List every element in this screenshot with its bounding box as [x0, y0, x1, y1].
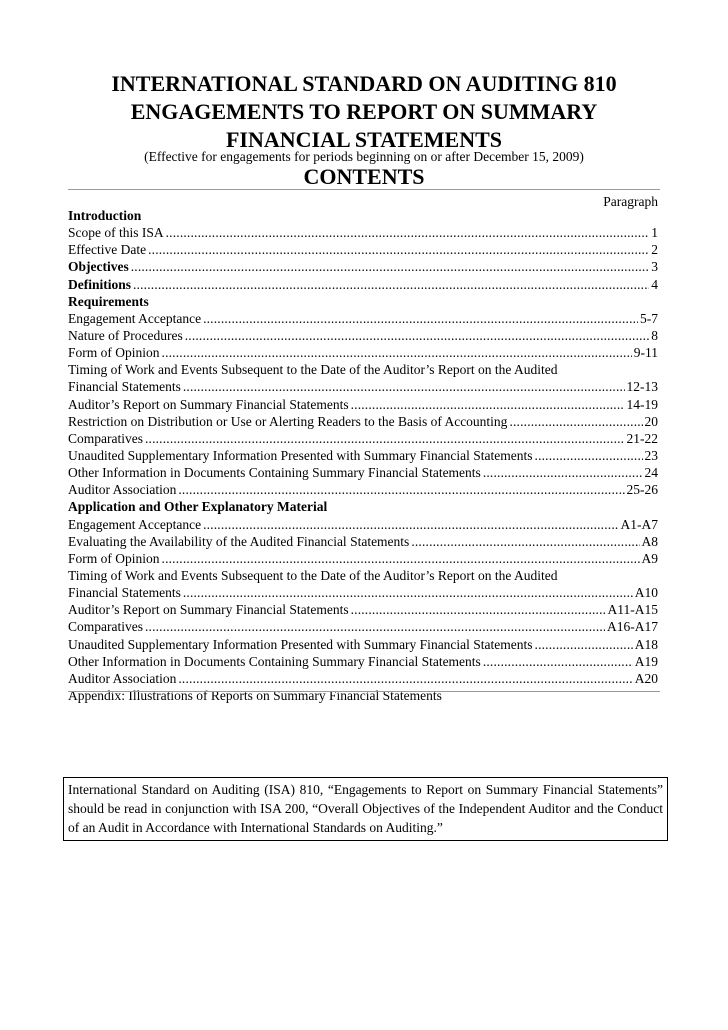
toc-entry[interactable] [68, 327, 658, 344]
document-title [60, 70, 668, 154]
dot-leader [535, 636, 633, 653]
toc-entry-paragraph: 21-22 [626, 430, 658, 446]
dot-leader [162, 550, 640, 567]
dot-leader [183, 378, 625, 395]
toc-entry-paragraph: 8 [651, 327, 658, 343]
toc-entry-paragraph: A9 [641, 550, 658, 566]
toc-entry-label: Auditor Association [68, 670, 177, 686]
paragraph-column-label: Paragraph [603, 194, 658, 209]
toc-entry-paragraph: 24 [644, 465, 658, 481]
section-heading-requirements: Requirements [68, 293, 149, 309]
contents-bottom-rule [68, 691, 660, 692]
toc-entry-paragraph: 1 [651, 225, 658, 241]
toc-entry[interactable] [68, 241, 658, 258]
title-line-2: ENGAGEMENTS TO REPORT ON SUMMARY [130, 99, 598, 124]
dot-leader [535, 447, 643, 464]
toc-entry[interactable] [68, 533, 658, 550]
dot-leader [162, 344, 632, 361]
toc-entry-paragraph: 14-19 [626, 396, 658, 412]
effective-date-note: (Effective for engagements for periods beginning on or after December 15, 2009) [144, 149, 584, 164]
dot-leader [483, 464, 643, 481]
dot-leader [178, 670, 632, 687]
section-heading-introduction: Introduction [68, 208, 142, 223]
toc-entry-paragraph: 3 [651, 259, 658, 275]
toc-entry-label: Unaudited Supplementary Information Presented with Summary Financial Statements [68, 636, 533, 652]
table-of-contents [68, 207, 658, 704]
toc-entry[interactable] [68, 618, 658, 635]
toc-entry-paragraph: 23 [644, 447, 658, 463]
title-line-1: INTERNATIONAL STANDARD ON AUDITING 810 [111, 71, 617, 96]
toc-entry-paragraph: A18 [634, 636, 658, 652]
dot-leader [145, 430, 625, 447]
toc-entry[interactable] [68, 447, 658, 464]
dot-leader [509, 413, 642, 430]
dot-leader [166, 224, 650, 241]
toc-entry-first-line[interactable]: Timing of Work and Events Subsequent to the Date of the Auditor’s Report on the Audited [68, 362, 558, 378]
toc-entry-label: Unaudited Supplementary Information Presented with Summary Financial Statements [68, 447, 533, 463]
toc-entry-paragraph: A19 [634, 653, 658, 669]
toc-entry[interactable] [68, 464, 658, 481]
toc-entry-label: Comparatives [68, 619, 143, 635]
toc-entry[interactable] [68, 550, 658, 567]
toc-entry-label: Objectives [68, 259, 129, 275]
toc-entry[interactable] [68, 310, 658, 327]
toc-entry-paragraph: A8 [641, 533, 658, 549]
section-heading-application: Application and Other Explanatory Material [68, 499, 328, 515]
toc-entry-label: Form of Opinion [68, 550, 160, 566]
toc-entry-paragraph: 12-13 [626, 379, 658, 395]
toc-entry-label: Form of Opinion [68, 345, 160, 361]
toc-entry-paragraph: A20 [634, 670, 658, 686]
toc-entry[interactable] [68, 430, 658, 447]
toc-entry-paragraph: 25-26 [626, 482, 658, 498]
toc-entry[interactable] [68, 584, 658, 601]
toc-entry-label: Nature of Procedures [68, 327, 183, 343]
toc-appendix-entry[interactable]: Appendix: Illustrations of Reports on Summary Financial Statements [68, 687, 442, 703]
toc-entry[interactable] [68, 276, 658, 293]
reading-note-box: International Standard on Auditing (ISA) 810, “Engagements to Report on Summary Financial Statements” should be read in conjunction with ISA 200, “Overall Objectives of the Independent Auditor and the Conduct of an Audit in Accordance with International Standards on Auditing.” [63, 777, 668, 841]
toc-entry-label: Financial Statements [68, 379, 181, 395]
toc-entry[interactable] [68, 396, 658, 413]
dot-leader [133, 276, 649, 293]
toc-entry-paragraph: A1-A7 [620, 516, 658, 532]
dot-leader [148, 241, 649, 258]
toc-entry-label: Effective Date [68, 242, 147, 258]
toc-entry[interactable] [68, 601, 658, 618]
toc-entry-paragraph: A10 [634, 585, 658, 601]
dot-leader [483, 653, 633, 670]
toc-entry-paragraph: 9-11 [633, 345, 658, 361]
toc-entry[interactable] [68, 516, 658, 533]
toc-entry-first-line[interactable]: Timing of Work and Events Subsequent to the Date of the Auditor’s Report on the Audited [68, 567, 558, 583]
dot-leader [145, 618, 605, 635]
toc-entry-label: Auditor’s Report on Summary Financial Statements [68, 602, 349, 618]
dot-leader [131, 258, 650, 275]
toc-entry-paragraph: 2 [651, 242, 658, 258]
toc-entry-paragraph: A16-A17 [607, 619, 658, 635]
toc-entry[interactable] [68, 378, 658, 395]
dot-leader [178, 481, 624, 498]
toc-entry[interactable] [68, 636, 658, 653]
contents-heading: CONTENTS [303, 164, 425, 189]
toc-entry-label: Auditor’s Report on Summary Financial Statements [68, 396, 349, 412]
dot-leader [411, 533, 639, 550]
toc-entry-label: Auditor Association [68, 482, 177, 498]
toc-entry-label: Restriction on Distribution or Use or Alerting Readers to the Basis of Accounting [68, 413, 508, 429]
toc-entry[interactable] [68, 344, 658, 361]
toc-entry-label: Financial Statements [68, 585, 181, 601]
dot-leader [351, 601, 606, 618]
toc-entry[interactable] [68, 653, 658, 670]
dot-leader [351, 396, 625, 413]
toc-entry-label: Comparatives [68, 430, 143, 446]
toc-entry-paragraph: A11-A15 [607, 602, 658, 618]
toc-entry-label: Engagement Acceptance [68, 516, 202, 532]
dot-leader [183, 584, 633, 601]
toc-entry[interactable] [68, 258, 658, 275]
toc-entry-paragraph: 5-7 [640, 310, 658, 326]
toc-entry-label: Other Information in Documents Containing Summary Financial Statements [68, 653, 481, 669]
dot-leader [203, 310, 638, 327]
toc-entry-paragraph: 20 [644, 413, 658, 429]
toc-entry-label: Other Information in Documents Containing Summary Financial Statements [68, 465, 481, 481]
toc-entry-label: Engagement Acceptance [68, 310, 202, 326]
dot-leader [203, 516, 618, 533]
title-line-3: FINANCIAL STATEMENTS [225, 127, 503, 152]
toc-entry-label: Scope of this ISA [68, 225, 164, 241]
toc-entry[interactable] [68, 413, 658, 430]
dot-leader [185, 327, 650, 344]
toc-entry-label: Evaluating the Availability of the Audited Financial Statements [68, 533, 410, 549]
toc-entry[interactable] [68, 224, 658, 241]
toc-entry[interactable] [68, 481, 658, 498]
toc-entry-paragraph: 4 [651, 276, 658, 292]
toc-entry-label: Definitions [68, 276, 132, 292]
contents-top-rule [68, 189, 660, 190]
toc-entry[interactable] [68, 670, 658, 687]
